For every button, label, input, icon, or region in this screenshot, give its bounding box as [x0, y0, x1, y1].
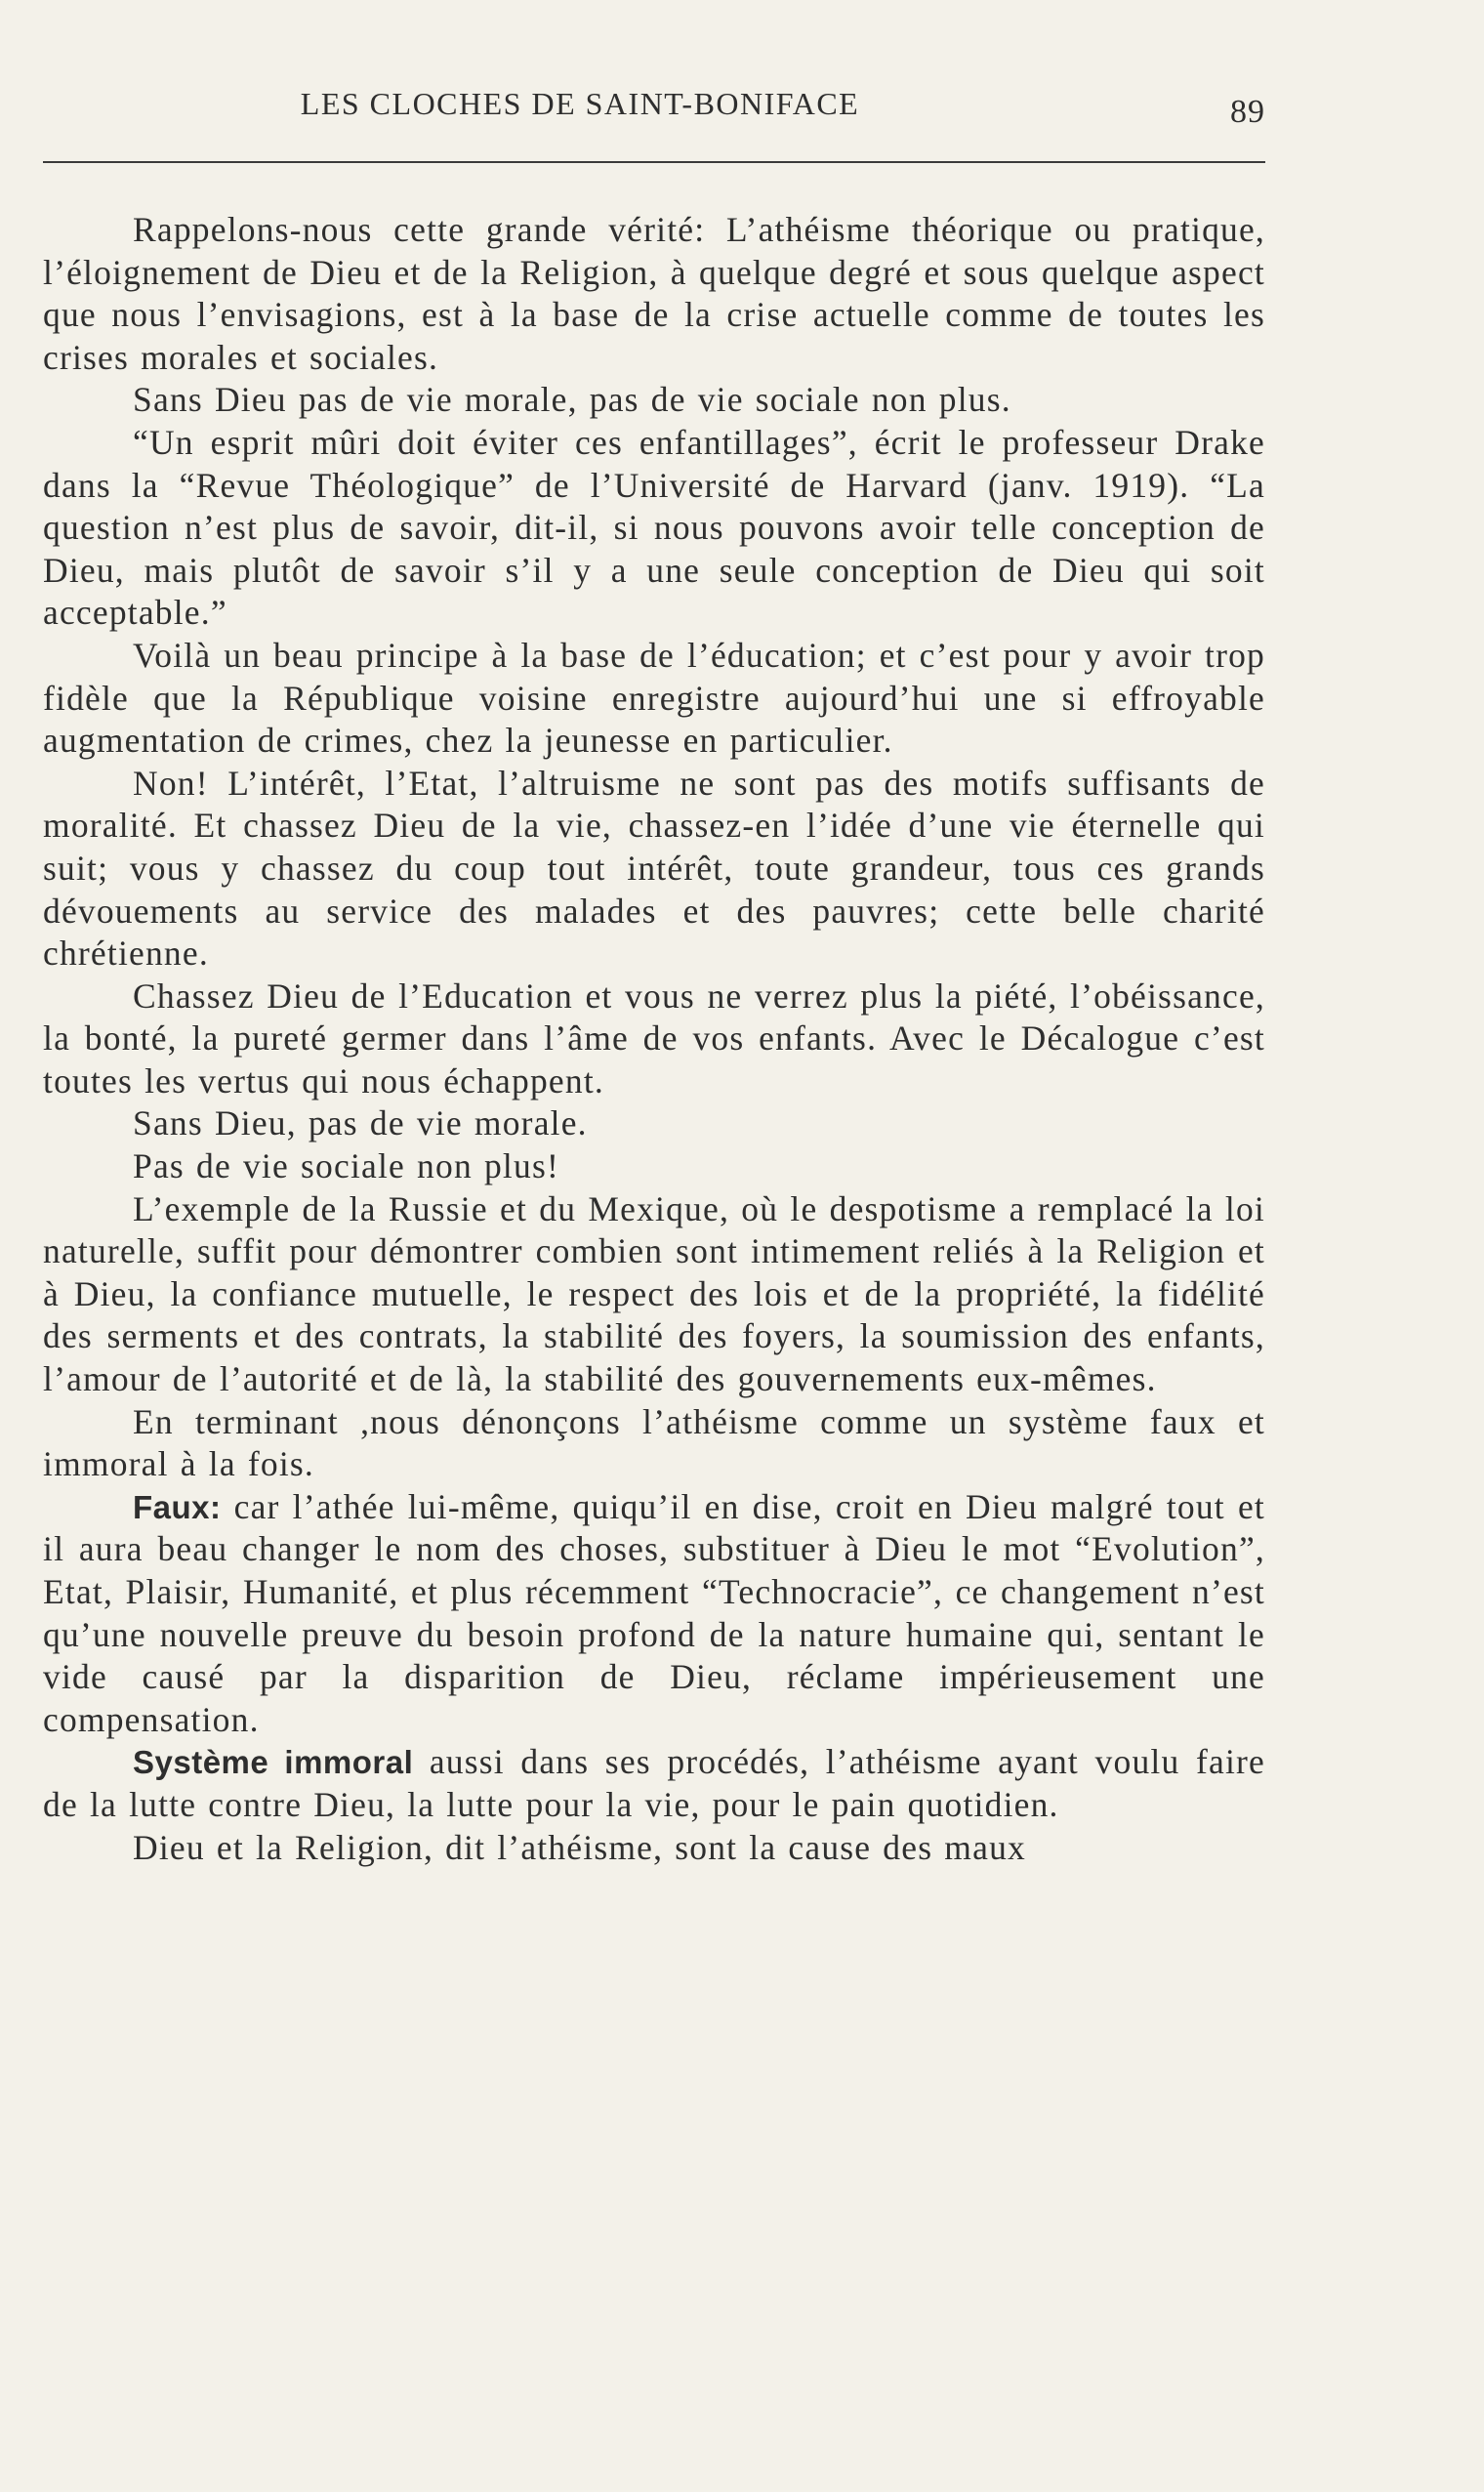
paragraph-text: L’exemple de la Russie et du Mexique, où le despotisme a remplacé la loi naturelle, suffit pour démontrer combien sont intimement reliés à la Religion et à Dieu, la confiance mutuelle, le respect des lois et de la propriété, la fidélité des serments et des contrats, la stabilité des foyers, la soumission des enfants, l’amour de l’autorité et de là, la stabilité des gouvernements eux-mêmes.: [43, 1188, 1265, 1399]
paragraph: [43, 1741, 1265, 1826]
paragraph: [43, 422, 1265, 635]
paragraph: [43, 1827, 1265, 1870]
paragraph-text: Dieu et la Religion, dit l’athéisme, sont la cause des maux: [133, 1827, 1026, 1867]
body-text: [43, 209, 1265, 1869]
paragraph-text: Voilà un beau principe à la base de l’éducation; et c’est pour y avoir trop fidèle que la République voisine enregistre aujourd’hui une si effroyable augmentation de crimes, chez la jeunesse en particulier.: [43, 635, 1265, 761]
paragraph: [43, 1486, 1265, 1742]
running-title: LES CLOCHES DE SAINT-BONIFACE: [300, 86, 860, 121]
paragraph-text: Rappelons-nous cette grande vérité: L’athéisme théorique ou pratique, l’éloignement de Dieu et de la Religion, à quelque degré et sous quelque aspect que nous l’envisagions, est à la base de la crise actuelle comme de toutes les crises morales et sociales.: [43, 210, 1265, 377]
paragraph-text: aussi dans ses procédés, l’athéisme ayant voulu faire de la lutte contre Dieu, la lutte pour la vie, pour le pain quotidien.: [43, 1742, 1265, 1824]
paragraph: [43, 1401, 1265, 1486]
header-rule: [43, 161, 1265, 163]
paragraph-text: Sans Dieu, pas de vie morale.: [133, 1103, 588, 1143]
paragraph: [43, 209, 1265, 379]
paragraph-text: Pas de vie sociale non plus!: [133, 1146, 559, 1186]
paragraph-text: Non! L’intérêt, l’Etat, l’altruisme ne sont pas des motifs suffisants de moralité. Et chassez Dieu de la vie, chassez-en l’idée d’une vie éternelle qui suit; vous y chassez du coup tout intérêt, toute grandeur, tous ces grands dévouements au service des malades et des pauvres; cette belle charité chrétienne.: [43, 763, 1265, 974]
paragraph: [43, 1102, 1265, 1145]
paragraph-lead: Système immoral: [133, 1744, 414, 1781]
paragraph: [43, 635, 1265, 763]
running-head: [43, 86, 1265, 130]
paragraph-text: En terminant ,nous dénonçons l’athéisme comme un système faux et immoral à la fois.: [43, 1401, 1265, 1484]
paragraph-text: car l’athée lui-même, quiqu’il en dise, croit en Dieu malgré tout et il aura beau changer le nom des choses, substituer à Dieu le mot “Evolution”, Etat, Plaisir, Humanité, et plus récemment “Technocracie”, ce changement n’est qu’une nouvelle preuve du besoin profond de la nature humaine qui, sentant le vide causé par la disparition de Dieu, réclame impérieusement une compensation.: [43, 1486, 1265, 1739]
page-number: 89: [1230, 94, 1265, 130]
paragraph: [43, 976, 1265, 1103]
paragraph-text: Sans Dieu pas de vie morale, pas de vie sociale non plus.: [133, 380, 1011, 420]
paragraph: [43, 1188, 1265, 1401]
paragraph-lead: Faux:: [133, 1488, 222, 1525]
paragraph: [43, 763, 1265, 976]
paragraph-text: “Un esprit mûri doit éviter ces enfantillages”, écrit le professeur Drake dans la “Revue Théologique” de l’Université de Harvard (janv. 1919). “La question n’est plus de savoir, dit-il, si nous pouvons avoir telle conception de Dieu, mais plutôt de savoir s’il y a une seule conception de Dieu qui soit acceptable.”: [43, 422, 1265, 633]
paragraph-text: Chassez Dieu de l’Education et vous ne verrez plus la piété, l’obéissance, la bonté, la pureté germer dans l’âme de vos enfants. Avec le Décalogue c’est toutes les vertus qui nous échappent.: [43, 976, 1265, 1101]
paragraph: [43, 379, 1265, 422]
paragraph: [43, 1145, 1265, 1188]
